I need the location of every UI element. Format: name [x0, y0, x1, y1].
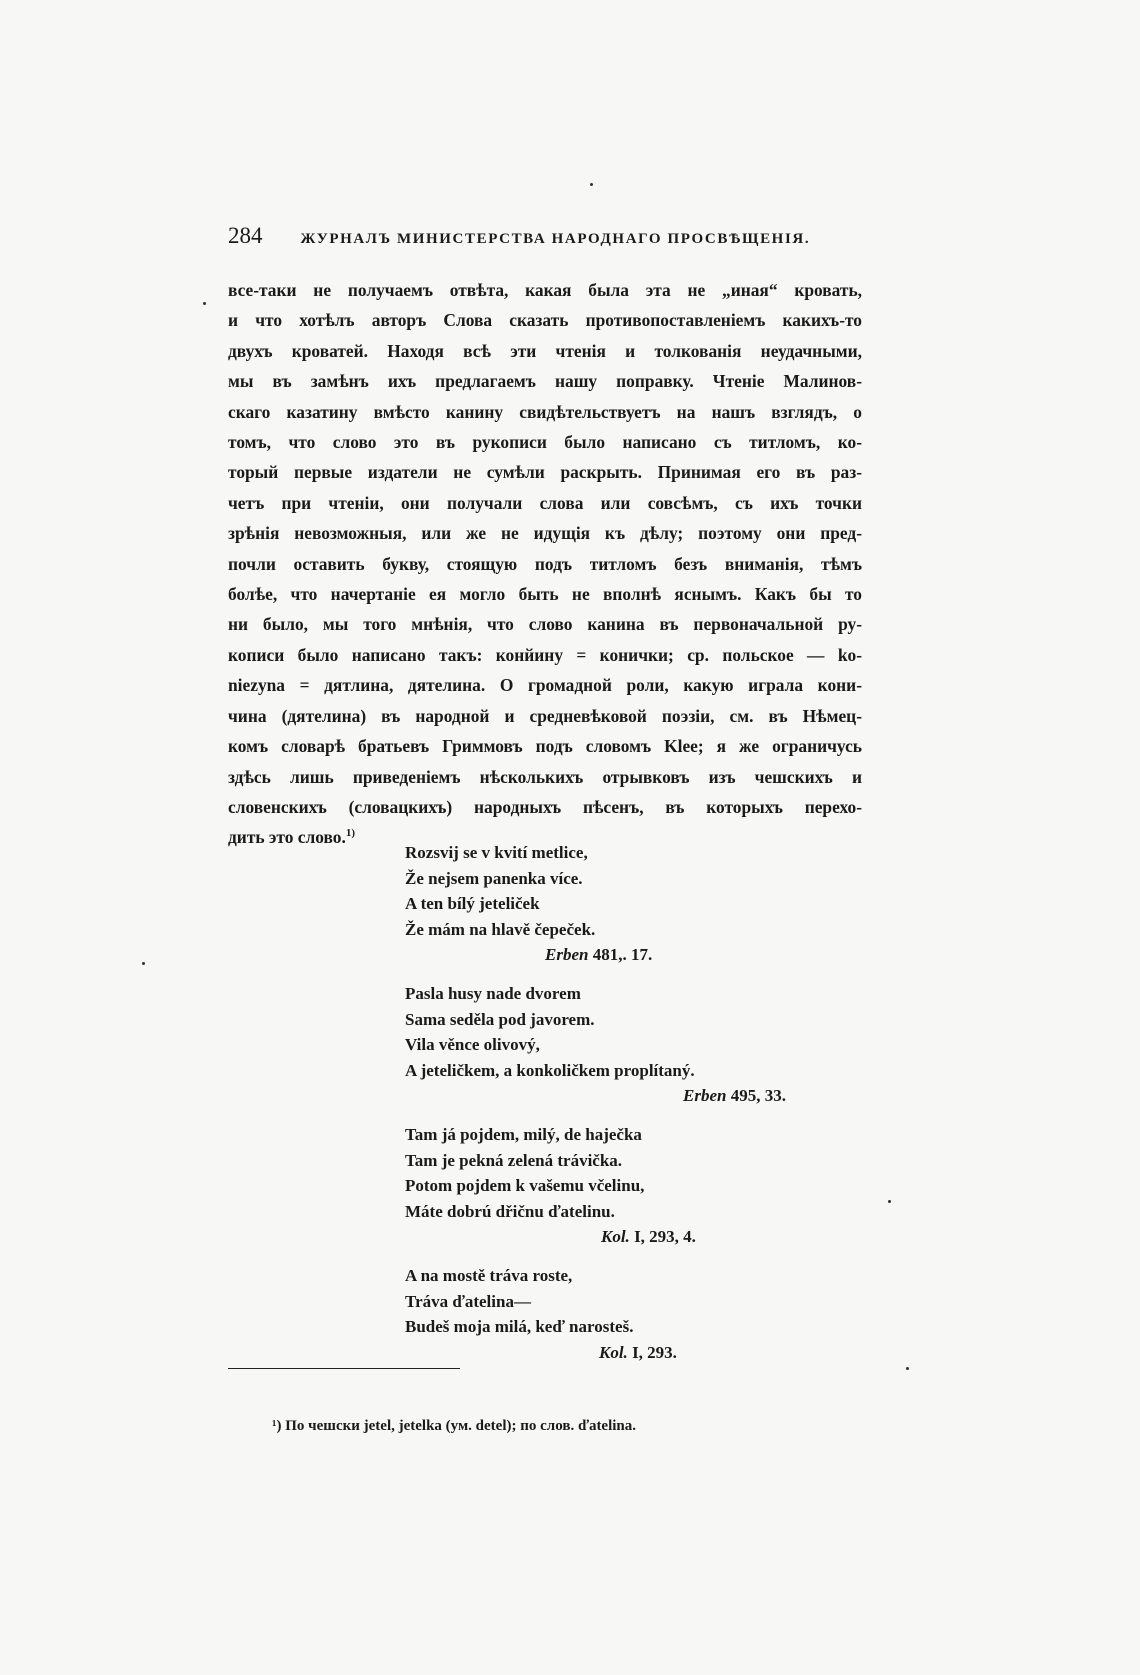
body-line: болѣе, что начертаніе ея могло быть не вполнѣ яснымъ. Какъ бы то [228, 584, 862, 605]
poem-line: Sama seděla pod javorem. [405, 1009, 595, 1029]
poem-line: Tam je pekná zelená trávička. [405, 1150, 623, 1170]
citation-reference: 481,. 17. [592, 945, 653, 964]
scan-speck [906, 1367, 909, 1370]
body-line: томъ, что слово это въ рукописи было написано съ титломъ, ко- [228, 432, 862, 453]
body-line: здѣсь лишь приведеніемъ нѣсколькихъ отрывковъ изъ чешскихъ и [228, 766, 862, 787]
poem-line: A ten bílý jeteliček [405, 894, 540, 913]
page-header [228, 223, 868, 249]
poem-line: Budeš moja milá, keď narosteš. [405, 1317, 634, 1336]
poem-citation [405, 1340, 865, 1365]
body-line: словенскихъ (словацкихъ) народныхъ пѣсенъ, въ которыхъ перехо- [228, 796, 862, 817]
poem-line: Vila věnce olivový, [405, 1035, 540, 1054]
poem-line: Máte dobrú dřičnu ďatelinu. [405, 1201, 615, 1221]
citation-source: Erben [545, 945, 589, 964]
poem-line: A jeteličkem, a konkoličkem proplítaný. [405, 1060, 695, 1080]
footnote-divider [228, 1368, 460, 1369]
poem-4 [405, 1263, 865, 1365]
body-line: двухъ кроватей. Находя всѣ эти чтенія и толкованія неудачными, [228, 340, 862, 361]
poem-line: A na mostě tráva roste, [405, 1266, 573, 1285]
body-line: комъ словарѣ братьевъ Гриммовъ подъ словомъ Klee; я же ограничусь [228, 736, 862, 757]
body-line: чина (дятелина) въ народной и средневѣковой поэзіи, см. въ Нѣмец- [228, 705, 862, 726]
scan-speck [590, 183, 593, 186]
poem-line: Potom pojdem k vašemu včelinu, [405, 1176, 645, 1195]
poem-line: Pasla husy nade dvorem [405, 984, 581, 1003]
citation-source: Kol. [601, 1227, 630, 1246]
poem-citation [405, 1224, 865, 1249]
poem-citation [405, 942, 865, 967]
body-line: ни было, мы того мнѣнія, что слово канина въ первоначальной ру- [228, 614, 862, 635]
poem-2 [405, 981, 865, 1108]
poem-line: Tam já pojdem, milý, de haječka [405, 1125, 642, 1144]
poem-quotes [405, 840, 865, 1379]
body-line: скаго казатину вмѣсто канину свидѣтельствуетъ на нашъ взглядъ, о [228, 401, 862, 422]
body-line: дить это слово. [228, 827, 346, 848]
poem-line: Že nejsem panenka více. [405, 868, 583, 888]
citation-reference: I, 293. [632, 1342, 677, 1362]
citation-source: Erben [683, 1086, 727, 1105]
body-line: зрѣнія невозможныя, или же не идущія къ дѣлу; поэтому они пред- [228, 523, 862, 544]
footnote-text: ¹) По чешски jetel, jetelka (ум. detel); по слов. ďatelina. [272, 1418, 637, 1434]
body-line: кописи было написано такъ: конйину = конички; ср. польское — ko- [228, 644, 862, 665]
body-paragraph [228, 275, 862, 853]
scan-speck [888, 1200, 891, 1203]
poem-1 [405, 840, 865, 967]
poem-citation [405, 1083, 865, 1108]
footnote-reference[interactable]: 1) [345, 827, 355, 840]
body-line: мы въ замѣнъ ихъ предлагаемъ нашу поправку. Чтеніе Малинов- [228, 371, 862, 392]
scan-speck [142, 962, 145, 965]
poem-line: Že mám na hlavě čepeček. [405, 919, 596, 939]
body-line: торый первые издатели не сумѣли раскрыть. Принимая его въ раз- [228, 462, 862, 483]
page-number: 284 [228, 223, 263, 248]
citation-reference: 495, 33. [730, 1086, 786, 1105]
citation-source: Kol. [599, 1342, 628, 1362]
scan-speck [203, 302, 206, 305]
running-title: ЖУРНАЛЪ МИНИСТЕРСТВА НАРОДНАГО ПРОСВѢЩЕНІЯ. [300, 231, 811, 247]
body-line: niezyna = дятлина, дятелина. О громадной роли, какую играла кони- [228, 675, 862, 696]
poem-3 [405, 1122, 865, 1249]
body-line: четъ при чтеніи, они получали слова или совсѣмъ, съ ихъ точки [228, 492, 862, 513]
body-line: почли оставить букву, стоящую подъ титломъ безъ вниманія, тѣмъ [228, 553, 862, 574]
body-line: и что хотѣлъ авторъ Слова сказать противопоставленіемъ какихъ-то [228, 310, 862, 331]
poem-line: Tráva ďatelina— [405, 1291, 531, 1311]
body-line: все-таки не получаемъ отвѣта, какая была эта не „иная“ кровать, [228, 280, 862, 300]
poem-line: Rozsvij se v kvití metlice, [405, 843, 588, 862]
citation-reference: I, 293, 4. [634, 1227, 696, 1246]
